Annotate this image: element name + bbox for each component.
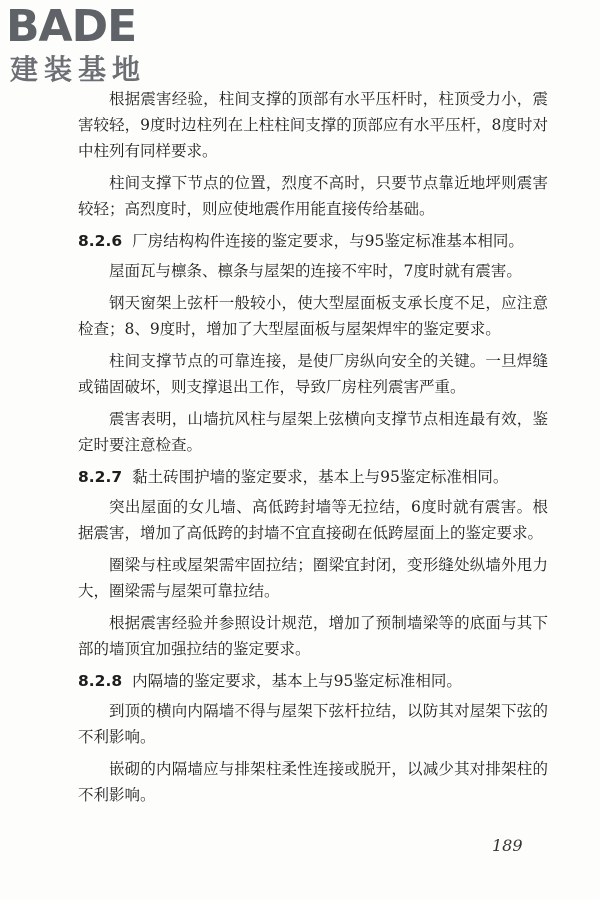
section-heading bbox=[78, 668, 548, 694]
paragraph: 突出屋面的女儿墙、高低跨封墙等无拉结，6度时就有震害。根据震害，增加了高低跨的封墙不宜直接砌在低跨屋面上的鉴定要求。 bbox=[78, 498, 548, 542]
section-heading bbox=[78, 228, 548, 254]
section-heading bbox=[78, 464, 548, 490]
section-text: 厂房结构构件连接的鉴定要求，与95鉴定标准基本相同。 bbox=[132, 232, 524, 250]
paragraph: 柱间支撑下节点的位置，烈度不高时，只要节点靠近地坪则震害较轻；高烈度时，则应使地震作用能直接传给基础。 bbox=[78, 174, 548, 218]
paragraph: 屋面瓦与檩条、檩条与屋架的连接不牢时，7度时就有震害。 bbox=[109, 262, 522, 280]
paragraph: 圈梁与柱或屋架需牢固拉结；圈梁宜封闭，变形缝处纵墙外甩力大，圈梁需与屋架可靠拉结。 bbox=[78, 556, 548, 600]
paragraph: 柱间支撑节点的可靠连接，是使厂房纵向安全的关键。一旦焊缝或锚固破坏，则支撑退出工作，导致厂房柱列震害严重。 bbox=[78, 352, 548, 396]
paragraph: 钢天窗架上弦杆一般较小，使大型屋面板支承长度不足，应注意检查；8、9度时，增加了大型屋面板与屋架焊牢的鉴定要求。 bbox=[78, 294, 548, 338]
paragraph: 根据震害经验，柱间支撑的顶部有水平压杆时，柱顶受力小，震害较轻，9度时边柱列在上柱柱间支撑的顶部应有水平压杆，8度时对中柱列有同样要求。 bbox=[78, 90, 548, 160]
paragraph: 震害表明，山墙抗风柱与屋架上弦横向支撑节点相连最有效，鉴定时要注意检查。 bbox=[78, 410, 548, 454]
watermark-logo bbox=[6, 1, 176, 94]
section-number: 8.2.7 bbox=[78, 468, 123, 486]
paragraph: 到顶的横向内隔墙不得与屋架下弦杆拉结，以防其对屋架下弦的不利影响。 bbox=[78, 702, 548, 746]
section-text: 黏土砖围护墙的鉴定要求，基本上与95鉴定标准相同。 bbox=[132, 468, 509, 486]
section-number: 8.2.6 bbox=[78, 232, 123, 250]
paragraph: 根据震害经验并参照设计规范，增加了预制墙梁等的底面与其下部的墙顶宜加强拉结的鉴定要求。 bbox=[78, 614, 548, 658]
logo-subtitle: 建装基地 bbox=[10, 53, 147, 86]
body-text bbox=[78, 86, 548, 814]
section-text: 内隔墙的鉴定要求，基本上与95鉴定标准相同。 bbox=[132, 672, 462, 690]
page-number: 189 bbox=[492, 836, 523, 855]
logo-name: BADE bbox=[6, 1, 137, 52]
section-number: 8.2.8 bbox=[78, 672, 123, 690]
paragraph: 嵌砌的内隔墙应与排架柱柔性连接或脱开，以减少其对排架柱的不利影响。 bbox=[78, 760, 548, 804]
